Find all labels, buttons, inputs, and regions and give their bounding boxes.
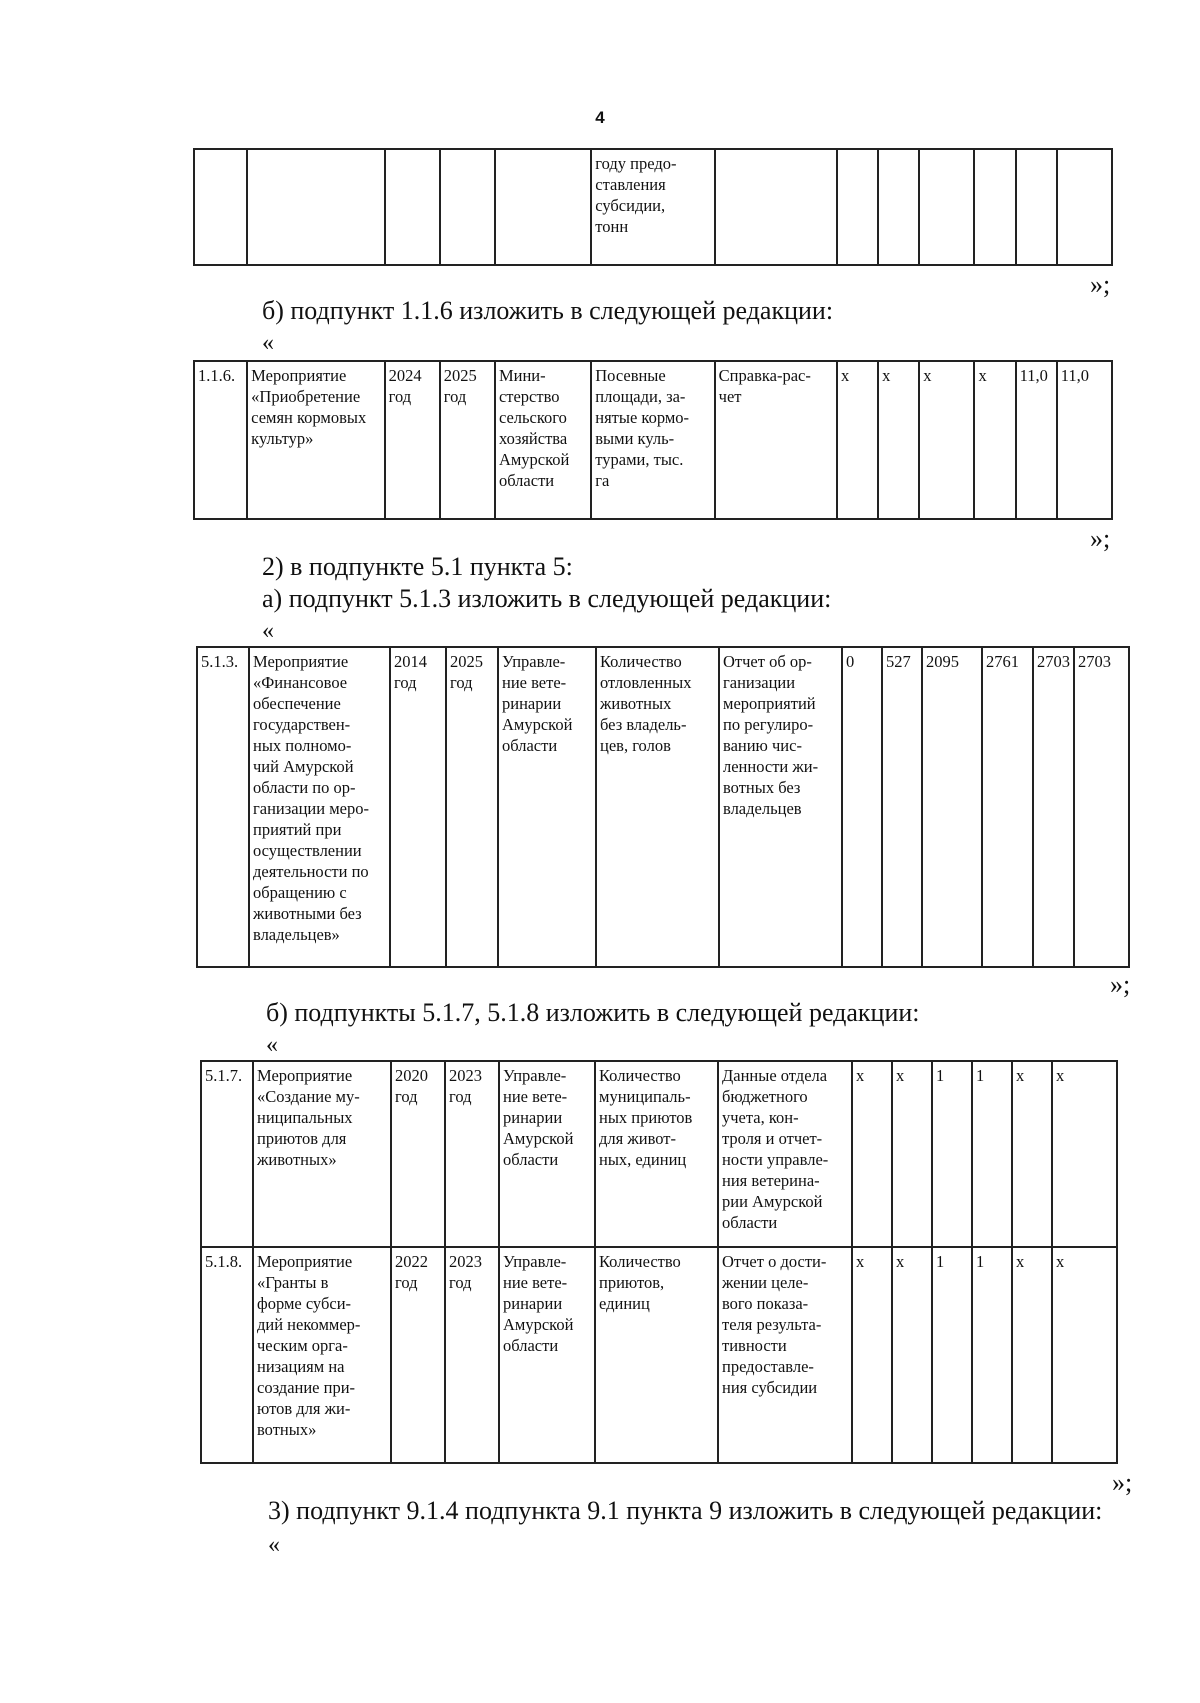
cell-v5: 11,0 [1016,361,1057,519]
closing-quote: »; [1090,524,1111,553]
end-text: 2023 год [449,1066,482,1106]
executor-text: Мини- стерство сельского хозяйства Амурской области [498,366,570,490]
cell-end [446,647,498,967]
source-text: Отчет об ор- ганизации мероприятий по регулиро- ванию чис- ленности жи- вотных без владельцев [723,652,819,818]
cell-source [715,149,837,265]
cell-source [719,647,842,967]
cell-indicator [595,1061,718,1247]
cell-indicator [596,647,719,967]
table-continuation [193,148,1113,266]
cell-executor [495,149,591,265]
indicator-text: году предо- ставления субсидии, тонн [595,154,677,236]
cell-v1: 0 [842,647,882,967]
closing-quote: »; [1090,270,1111,299]
source-text: Данные отдела бюджетного учета, кон- троля и отчет- ности управле- ния ветерина- рии Амурской области [722,1066,829,1232]
cell-indicator [591,361,714,519]
cell-start [391,1061,445,1247]
cell-num: 5.1.8. [201,1247,253,1463]
cell-source [718,1061,852,1247]
opening-quote: « [268,1532,280,1558]
cell-source [715,361,837,519]
cell-v6: х [1052,1247,1117,1463]
cell-name [249,647,390,967]
indicator-text: Количество приютов, единиц [599,1252,681,1313]
cell-v3 [919,149,974,265]
cell-end [440,361,495,519]
opening-quote: « [262,618,274,644]
cell-num: 5.1.3. [197,647,249,967]
executor-text: Управле- ние вете- ринарии Амурской области [503,1252,574,1355]
paragraph-3: 3) подпункт 9.1.4 подпункта 9.1 пункта 9 изложить в следующей редакции: [268,1496,1103,1525]
table-row-5-1-7 [201,1061,1117,1247]
cell-v2: х [892,1247,932,1463]
closing-quote: »; [1110,970,1131,999]
opening-quote: « [266,1032,278,1058]
table-1-1-6 [193,360,1113,520]
cell-end [440,149,495,265]
cell-num: 5.1.7. [201,1061,253,1247]
cell-v4: 2761 [982,647,1033,967]
cell-name [253,1061,391,1247]
cell-v2 [878,149,919,265]
cell-v6 [1057,149,1112,265]
cell-executor [495,361,591,519]
cell-start [391,1247,445,1463]
cell-v3: 1 [932,1061,972,1247]
cell-v4: х [974,361,1015,519]
cell-executor [499,1247,595,1463]
table-row-5-1-8 [201,1247,1117,1463]
table-5-1-7 [200,1060,1118,1464]
cell-v3: х [919,361,974,519]
cell-end [445,1247,499,1463]
cell-executor [498,647,596,967]
cell-v3: 1 [932,1247,972,1463]
cell-name [247,149,384,265]
cell-v5: 2703 [1033,647,1074,967]
cell-indicator [595,1247,718,1463]
cell-indicator [591,149,714,265]
cell-start [385,361,440,519]
opening-quote: « [262,330,274,356]
paragraph-a-5-1-3: а) подпункт 5.1.3 изложить в следующей редакции: [262,584,832,613]
cell-v1 [837,149,878,265]
start-text: 2020 год [395,1066,428,1106]
cell-v6: 11,0 [1057,361,1112,519]
end-text: 2025 год [450,652,483,692]
cell-v4 [974,149,1015,265]
closing-quote: »; [1112,1468,1133,1497]
source-text: Справка-рас- чет [718,366,811,406]
indicator-text: Количество отловленных животных без владель- цев, голов [600,652,692,755]
cell-num: 1.1.6. [194,361,247,519]
indicator-text: Посевные площади, за- нятые кормо- выми куль- турами, тыс. га [595,366,690,490]
cell-v3: 2095 [922,647,982,967]
cell-name [247,361,384,519]
name-text: Мероприятие «Финансовое обеспечение государствен- ных полномо- чий Амурской области по ор- ганизации меро- приятий при осуществлении деятельности по обращению с животными без владельцев» [253,652,369,944]
page-number: 4 [595,108,605,127]
cell-source [718,1247,852,1463]
end-text: 2025 год [443,366,477,406]
indicator-text: Количество муниципаль- ных приютов для живот- ных, единиц [599,1066,693,1169]
cell-v1: х [852,1247,892,1463]
paragraph-b-5-1-7: б) подпункты 5.1.7, 5.1.8 изложить в следующей редакции: [266,998,920,1027]
cell-v4: 1 [972,1061,1012,1247]
cell-num [194,149,247,265]
name-text: Мероприятие «Приобретение семян кормовых культур» [251,366,367,448]
cell-v2: х [892,1061,932,1247]
cell-name [253,1247,391,1463]
cell-v2: 527 [882,647,922,967]
cell-v5 [1016,149,1057,265]
start-text: 2014 год [394,652,427,692]
cell-end [445,1061,499,1247]
cell-v6: х [1052,1061,1117,1247]
end-text: 2023 год [449,1252,482,1292]
start-text: 2024 год [388,366,422,406]
cell-v1: х [837,361,878,519]
cell-start [385,149,440,265]
name-text: Мероприятие «Гранты в форме субси- дий некоммер- ческим орга- низациям на создание при- ютов для жи- вотных» [257,1252,361,1439]
start-text: 2022 год [395,1252,428,1292]
cell-start [390,647,446,967]
paragraph-b-1-1-6: б) подпункт 1.1.6 изложить в следующей редакции: [262,296,834,325]
executor-text: Управле- ние вете- ринарии Амурской области [502,652,573,755]
cell-v6: 2703 [1074,647,1129,967]
paragraph-2: 2) в подпункте 5.1 пункта 5: [262,552,573,581]
cell-v1: х [852,1061,892,1247]
cell-v2: х [878,361,919,519]
table-5-1-3 [196,646,1130,968]
source-text: Отчет о дости- жении целе- вого показа- теля результа- тивности предоставле- ния субсидии [722,1252,827,1397]
cell-executor [499,1061,595,1247]
cell-v5: х [1012,1061,1052,1247]
executor-text: Управле- ние вете- ринарии Амурской области [503,1066,574,1169]
cell-v4: 1 [972,1247,1012,1463]
cell-v5: х [1012,1247,1052,1463]
name-text: Мероприятие «Создание му- ниципальных приютов для животных» [257,1066,360,1169]
